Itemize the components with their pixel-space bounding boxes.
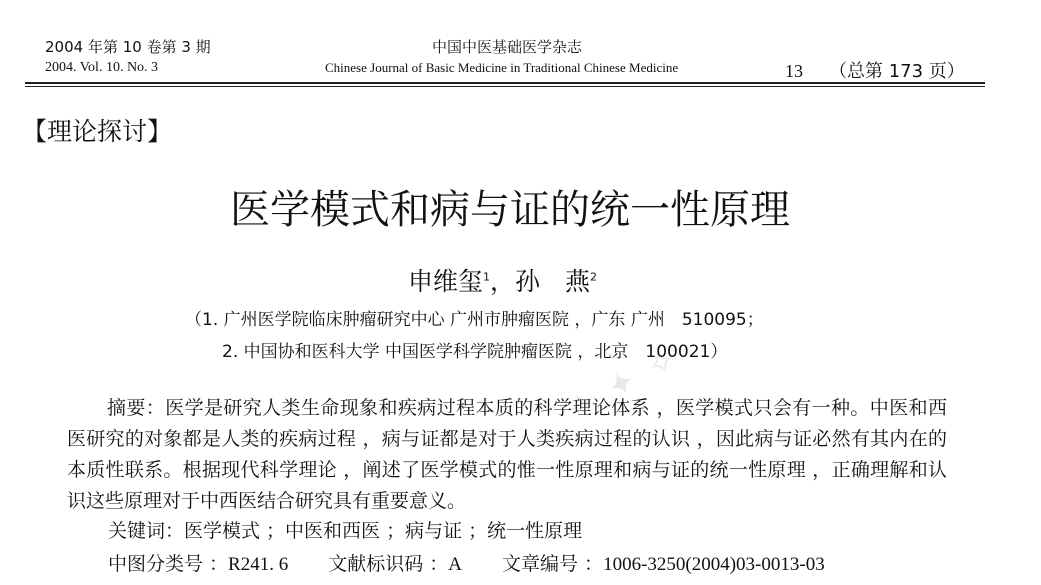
affiliation-2: 2. 中国协和医科大学 中国医学科学院肿瘤医院 ，北京 100021） (222, 342, 728, 362)
abstract (67, 393, 947, 517)
keywords-text: 医学模式 ；中医和西医 ；病与证 ；统一性原理 (184, 520, 583, 542)
author-2: 孙 燕 (515, 267, 591, 296)
article-number-value: 1006-3250(2004)03-0013-03 (603, 554, 825, 575)
abstract-label: 摘要： (107, 397, 166, 419)
watermark: ✧ ✦ ✧ (560, 337, 687, 431)
article-number-label: 文章编号 ： (502, 553, 604, 575)
article-title: 医学模式和病与证的统一性原理 (230, 187, 790, 233)
header-rule-thin (25, 86, 985, 87)
header-issue-cn: 2004 年第 10 卷第 3 期 (45, 38, 211, 56)
keywords-line (108, 516, 582, 543)
clc-label: 中图分类号 ： (108, 553, 229, 575)
header-page (785, 57, 965, 83)
header-journal-en: Chinese Journal of Basic Medicine in Traditional Chinese Medicine (325, 60, 679, 75)
page-total: （总第 173 页） (829, 61, 965, 82)
author-1: 申维玺 (408, 267, 484, 296)
clc-value: R241. 6 (228, 554, 289, 575)
abstract-text: 医学是研究人类生命现象和疾病过程本质的科学理论体系 ，医学模式只会有一种。中医和西医研究的对象都是人类的疾病过程 ，病与证都是对于人类疾病过程的认识 ，因此病与证必然有其内在的本质性联系。根据现代科学理论 ，阐述了医学模式的惟一性原理和病与证的统一性原理 ，正确理解和认识这些原理对于中西医结合研究具有重要意义。 (67, 397, 947, 512)
section-label: 【理论探讨】 (22, 117, 173, 146)
classification-line (108, 549, 825, 576)
author-1-mark: 1 (483, 270, 491, 284)
author-separator: ， (490, 267, 516, 296)
header-rule-thick (25, 82, 985, 84)
author-line (408, 262, 597, 298)
doc-code-value: A (448, 554, 463, 575)
affiliation-1: （1. 广州医学院临床肿瘤研究中心 广州市肿瘤医院 ，广东 广州 510095； (185, 310, 764, 330)
keywords-label: 关键词： (108, 520, 185, 542)
doc-code-label: 文献标识码 ： (328, 553, 449, 575)
page-number: 13 (785, 61, 803, 81)
header-journal-cn: 中国中医基础医学杂志 (432, 38, 583, 56)
header-issue-en: 2004. Vol. 10. No. 3 (45, 60, 159, 75)
author-2-mark: 2 (590, 270, 598, 284)
